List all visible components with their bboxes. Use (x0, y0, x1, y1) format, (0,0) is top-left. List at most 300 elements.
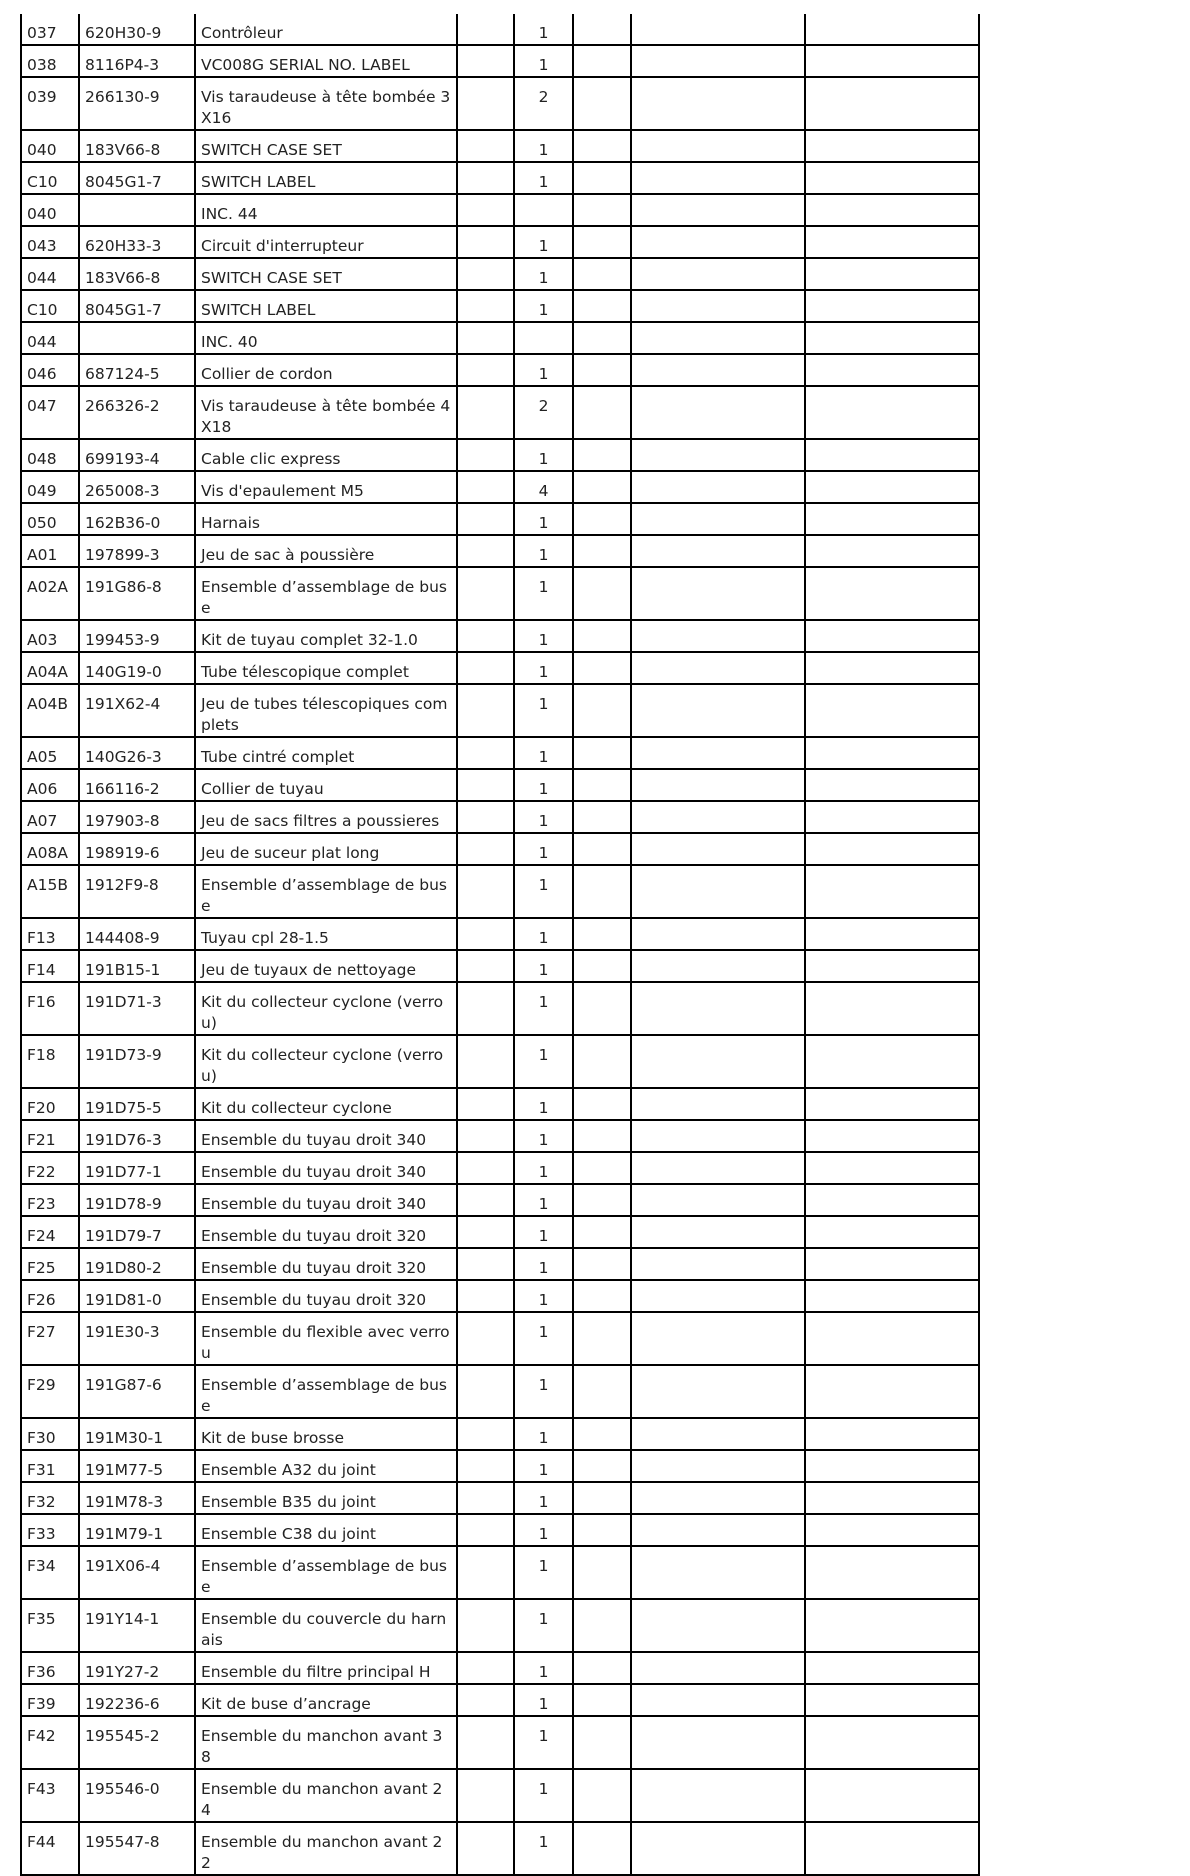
part-number-cell: 265008-3 (79, 471, 195, 503)
quantity-cell: 1 (514, 1514, 573, 1546)
description-cell: Ensemble d’assemblage de buse (195, 1365, 457, 1418)
quantity-cell: 1 (514, 918, 573, 950)
item-number-cell: F13 (21, 918, 79, 950)
empty-cell (573, 1035, 631, 1088)
item-number-cell: F26 (21, 1280, 79, 1312)
empty-cell (457, 1769, 514, 1822)
empty-cell (631, 290, 805, 322)
empty-cell (631, 620, 805, 652)
description-cell: Tuyau cpl 28-1.5 (195, 918, 457, 950)
quantity-cell: 1 (514, 1280, 573, 1312)
quantity-cell (514, 322, 573, 354)
empty-cell (573, 1216, 631, 1248)
table-row (21, 14, 979, 45)
part-number-cell: 191D75-5 (79, 1088, 195, 1120)
quantity-cell: 1 (514, 567, 573, 620)
description-cell: SWITCH CASE SET (195, 258, 457, 290)
empty-cell (631, 258, 805, 290)
empty-cell (631, 45, 805, 77)
item-number-cell: C10 (21, 162, 79, 194)
part-number-cell: 191D76-3 (79, 1120, 195, 1152)
empty-cell (805, 1769, 979, 1822)
empty-cell (805, 1450, 979, 1482)
description-cell: Contrôleur (195, 14, 457, 45)
empty-cell (457, 1418, 514, 1450)
table-row (21, 737, 979, 769)
item-number-cell: 040 (21, 130, 79, 162)
table-row (21, 1035, 979, 1088)
empty-cell (573, 194, 631, 226)
item-number-cell: A08A (21, 833, 79, 865)
quantity-cell: 1 (514, 1216, 573, 1248)
part-number-cell: 699193-4 (79, 439, 195, 471)
item-number-cell: A15B (21, 865, 79, 918)
item-number-cell: 048 (21, 439, 79, 471)
empty-cell (573, 652, 631, 684)
empty-cell (631, 865, 805, 918)
item-number-cell: F35 (21, 1599, 79, 1652)
empty-cell (631, 652, 805, 684)
quantity-cell: 1 (514, 1482, 573, 1514)
quantity-cell: 1 (514, 1152, 573, 1184)
empty-cell (805, 226, 979, 258)
item-number-cell: F24 (21, 1216, 79, 1248)
empty-cell (631, 1450, 805, 1482)
empty-cell (573, 982, 631, 1035)
description-cell: Jeu de tubes télescopiques complets (195, 684, 457, 737)
description-cell: SWITCH LABEL (195, 290, 457, 322)
empty-cell (457, 14, 514, 45)
empty-cell (631, 162, 805, 194)
description-cell: Kit de buse d’ancrage (195, 1684, 457, 1716)
quantity-cell: 1 (514, 1769, 573, 1822)
empty-cell (573, 1546, 631, 1599)
parts-table (20, 14, 980, 1876)
empty-cell (805, 1365, 979, 1418)
quantity-cell: 1 (514, 1450, 573, 1482)
empty-cell (457, 1652, 514, 1684)
item-number-cell: 044 (21, 258, 79, 290)
table-row (21, 354, 979, 386)
empty-cell (573, 801, 631, 833)
description-cell: Ensemble du flexible avec verrou (195, 1312, 457, 1365)
empty-cell (573, 1684, 631, 1716)
empty-cell (573, 1450, 631, 1482)
empty-cell (805, 535, 979, 567)
item-number-cell: 043 (21, 226, 79, 258)
empty-cell (457, 684, 514, 737)
part-number-cell: 183V66-8 (79, 258, 195, 290)
description-cell: Ensemble du manchon avant 38 (195, 1716, 457, 1769)
empty-cell (573, 45, 631, 77)
item-number-cell: F32 (21, 1482, 79, 1514)
table-row (21, 1684, 979, 1716)
table-row (21, 1248, 979, 1280)
empty-cell (457, 322, 514, 354)
part-number-cell: 192236-6 (79, 1684, 195, 1716)
part-number-cell: 191D81-0 (79, 1280, 195, 1312)
empty-cell (573, 769, 631, 801)
empty-cell (457, 652, 514, 684)
part-number-cell: 8045G1-7 (79, 162, 195, 194)
empty-cell (573, 1514, 631, 1546)
empty-cell (631, 535, 805, 567)
description-cell: Ensemble du filtre principal H (195, 1652, 457, 1684)
empty-cell (573, 290, 631, 322)
empty-cell (805, 1418, 979, 1450)
quantity-cell: 1 (514, 130, 573, 162)
empty-cell (457, 769, 514, 801)
empty-cell (805, 769, 979, 801)
empty-cell (573, 1312, 631, 1365)
item-number-cell: A03 (21, 620, 79, 652)
part-number-cell (79, 322, 195, 354)
empty-cell (573, 1088, 631, 1120)
empty-cell (631, 77, 805, 130)
part-number-cell: 191Y27-2 (79, 1652, 195, 1684)
empty-cell (573, 535, 631, 567)
empty-cell (457, 801, 514, 833)
empty-cell (457, 1088, 514, 1120)
empty-cell (805, 1599, 979, 1652)
item-number-cell: A06 (21, 769, 79, 801)
empty-cell (631, 801, 805, 833)
part-number-cell: 191E30-3 (79, 1312, 195, 1365)
part-number-cell: 191D73-9 (79, 1035, 195, 1088)
empty-cell (573, 737, 631, 769)
description-cell: SWITCH CASE SET (195, 130, 457, 162)
table-row (21, 620, 979, 652)
description-cell: Jeu de tuyaux de nettoyage (195, 950, 457, 982)
empty-cell (457, 471, 514, 503)
description-cell: Ensemble du tuyau droit 340 (195, 1120, 457, 1152)
table-row (21, 865, 979, 918)
item-number-cell: F23 (21, 1184, 79, 1216)
table-row (21, 1152, 979, 1184)
empty-cell (457, 439, 514, 471)
description-cell: Ensemble C38 du joint (195, 1514, 457, 1546)
empty-cell (457, 1482, 514, 1514)
description-cell: Ensemble A32 du joint (195, 1450, 457, 1482)
description-cell: VC008G SERIAL NO. LABEL (195, 45, 457, 77)
quantity-cell: 1 (514, 950, 573, 982)
table-row (21, 1514, 979, 1546)
empty-cell (631, 1184, 805, 1216)
empty-cell (805, 503, 979, 535)
part-number-cell: 191B15-1 (79, 950, 195, 982)
empty-cell (457, 737, 514, 769)
table-row (21, 1822, 979, 1875)
quantity-cell: 1 (514, 833, 573, 865)
description-cell: Tube cintré complet (195, 737, 457, 769)
description-cell: Kit du collecteur cyclone (verrou) (195, 982, 457, 1035)
empty-cell (631, 1822, 805, 1875)
empty-cell (573, 14, 631, 45)
item-number-cell: F27 (21, 1312, 79, 1365)
quantity-cell: 1 (514, 982, 573, 1035)
table-row (21, 918, 979, 950)
description-cell: Collier de tuyau (195, 769, 457, 801)
part-number-cell: 191D79-7 (79, 1216, 195, 1248)
empty-cell (573, 471, 631, 503)
item-number-cell: F14 (21, 950, 79, 982)
part-number-cell: 687124-5 (79, 354, 195, 386)
item-number-cell: A04B (21, 684, 79, 737)
quantity-cell: 1 (514, 1716, 573, 1769)
item-number-cell: A04A (21, 652, 79, 684)
empty-cell (805, 865, 979, 918)
item-number-cell: F18 (21, 1035, 79, 1088)
quantity-cell: 1 (514, 14, 573, 45)
part-number-cell: 166116-2 (79, 769, 195, 801)
quantity-cell: 1 (514, 1599, 573, 1652)
empty-cell (805, 386, 979, 439)
quantity-cell: 1 (514, 737, 573, 769)
empty-cell (457, 1684, 514, 1716)
empty-cell (805, 258, 979, 290)
table-row (21, 801, 979, 833)
empty-cell (573, 865, 631, 918)
empty-cell (631, 1312, 805, 1365)
table-row (21, 162, 979, 194)
empty-cell (805, 567, 979, 620)
empty-cell (631, 1248, 805, 1280)
empty-cell (805, 684, 979, 737)
description-cell: Ensemble du tuyau droit 320 (195, 1280, 457, 1312)
description-cell: Kit du collecteur cyclone (verrou) (195, 1035, 457, 1088)
description-cell: INC. 44 (195, 194, 457, 226)
empty-cell (573, 918, 631, 950)
quantity-cell: 1 (514, 439, 573, 471)
part-number-cell: 191G87-6 (79, 1365, 195, 1418)
empty-cell (457, 258, 514, 290)
quantity-cell: 1 (514, 1365, 573, 1418)
description-cell: Ensemble du tuyau droit 320 (195, 1216, 457, 1248)
empty-cell (805, 620, 979, 652)
empty-cell (805, 833, 979, 865)
empty-cell (573, 354, 631, 386)
description-cell: Ensemble d’assemblage de buse (195, 865, 457, 918)
empty-cell (805, 194, 979, 226)
quantity-cell: 1 (514, 652, 573, 684)
table-row (21, 1184, 979, 1216)
item-number-cell: F31 (21, 1450, 79, 1482)
table-row (21, 1418, 979, 1450)
empty-cell (573, 258, 631, 290)
part-number-cell: 191X06-4 (79, 1546, 195, 1599)
empty-cell (805, 354, 979, 386)
description-cell: Vis taraudeuse à tête bombée 4X18 (195, 386, 457, 439)
description-cell: Ensemble d’assemblage de buse (195, 567, 457, 620)
table-row (21, 652, 979, 684)
empty-cell (805, 1035, 979, 1088)
empty-cell (457, 1184, 514, 1216)
part-number-cell (79, 194, 195, 226)
description-cell: Ensemble du tuyau droit 340 (195, 1152, 457, 1184)
empty-cell (805, 322, 979, 354)
quantity-cell: 1 (514, 1248, 573, 1280)
part-number-cell: 8045G1-7 (79, 290, 195, 322)
table-row (21, 77, 979, 130)
empty-cell (805, 130, 979, 162)
empty-cell (457, 1312, 514, 1365)
empty-cell (457, 918, 514, 950)
empty-cell (457, 1514, 514, 1546)
description-cell: Circuit d'interrupteur (195, 226, 457, 258)
part-number-cell: 191M79-1 (79, 1514, 195, 1546)
part-number-cell: 266326-2 (79, 386, 195, 439)
quantity-cell: 1 (514, 1652, 573, 1684)
quantity-cell: 1 (514, 258, 573, 290)
empty-cell (573, 950, 631, 982)
part-number-cell: 191D71-3 (79, 982, 195, 1035)
part-number-cell: 191Y14-1 (79, 1599, 195, 1652)
part-number-cell: 195547-8 (79, 1822, 195, 1875)
table-row (21, 982, 979, 1035)
empty-cell (631, 769, 805, 801)
empty-cell (457, 833, 514, 865)
item-number-cell: C10 (21, 290, 79, 322)
item-number-cell: F36 (21, 1652, 79, 1684)
table-row (21, 1312, 979, 1365)
empty-cell (805, 1120, 979, 1152)
table-row (21, 769, 979, 801)
empty-cell (631, 1035, 805, 1088)
item-number-cell: F25 (21, 1248, 79, 1280)
empty-cell (457, 1035, 514, 1088)
empty-cell (457, 354, 514, 386)
quantity-cell (514, 194, 573, 226)
item-number-cell: A02A (21, 567, 79, 620)
table-row (21, 1599, 979, 1652)
empty-cell (573, 1365, 631, 1418)
empty-cell (805, 290, 979, 322)
empty-cell (573, 1120, 631, 1152)
empty-cell (631, 1120, 805, 1152)
item-number-cell: 044 (21, 322, 79, 354)
empty-cell (573, 1482, 631, 1514)
quantity-cell: 1 (514, 1088, 573, 1120)
empty-cell (805, 77, 979, 130)
description-cell: Kit de tuyau complet 32-1.0 (195, 620, 457, 652)
empty-cell (457, 1280, 514, 1312)
quantity-cell: 1 (514, 1184, 573, 1216)
empty-cell (631, 567, 805, 620)
table-row (21, 1088, 979, 1120)
empty-cell (573, 503, 631, 535)
empty-cell (805, 1216, 979, 1248)
table-row (21, 439, 979, 471)
description-cell: Vis d'epaulement M5 (195, 471, 457, 503)
empty-cell (457, 130, 514, 162)
description-cell: Ensemble B35 du joint (195, 1482, 457, 1514)
empty-cell (573, 1822, 631, 1875)
description-cell: Jeu de sac à poussière (195, 535, 457, 567)
part-number-cell: 140G26-3 (79, 737, 195, 769)
empty-cell (631, 1652, 805, 1684)
empty-cell (573, 439, 631, 471)
empty-cell (631, 1599, 805, 1652)
empty-cell (631, 14, 805, 45)
table-row (21, 471, 979, 503)
empty-cell (457, 1599, 514, 1652)
empty-cell (573, 322, 631, 354)
empty-cell (573, 1418, 631, 1450)
quantity-cell: 1 (514, 801, 573, 833)
empty-cell (457, 1450, 514, 1482)
empty-cell (631, 1418, 805, 1450)
quantity-cell: 1 (514, 1418, 573, 1450)
quantity-cell: 1 (514, 45, 573, 77)
quantity-cell: 2 (514, 77, 573, 130)
empty-cell (457, 386, 514, 439)
empty-cell (457, 865, 514, 918)
empty-cell (631, 439, 805, 471)
part-number-cell: 191M77-5 (79, 1450, 195, 1482)
empty-cell (631, 1482, 805, 1514)
table-row (21, 567, 979, 620)
item-number-cell: F20 (21, 1088, 79, 1120)
table-row (21, 1652, 979, 1684)
empty-cell (573, 1184, 631, 1216)
quantity-cell: 1 (514, 503, 573, 535)
empty-cell (573, 620, 631, 652)
quantity-cell: 1 (514, 769, 573, 801)
empty-cell (631, 833, 805, 865)
table-row (21, 1450, 979, 1482)
item-number-cell: A01 (21, 535, 79, 567)
part-number-cell: 183V66-8 (79, 130, 195, 162)
empty-cell (573, 1599, 631, 1652)
empty-cell (631, 918, 805, 950)
empty-cell (631, 130, 805, 162)
parts-table-body (21, 14, 979, 1875)
empty-cell (805, 1546, 979, 1599)
description-cell: SWITCH LABEL (195, 162, 457, 194)
quantity-cell: 1 (514, 620, 573, 652)
empty-cell (573, 567, 631, 620)
part-number-cell: 191X62-4 (79, 684, 195, 737)
part-number-cell: 140G19-0 (79, 652, 195, 684)
quantity-cell: 1 (514, 1035, 573, 1088)
table-row (21, 684, 979, 737)
empty-cell (805, 1088, 979, 1120)
table-row (21, 535, 979, 567)
empty-cell (631, 737, 805, 769)
empty-cell (457, 45, 514, 77)
table-row (21, 290, 979, 322)
part-number-cell: 199453-9 (79, 620, 195, 652)
empty-cell (573, 130, 631, 162)
table-row (21, 45, 979, 77)
part-number-cell: 195546-0 (79, 1769, 195, 1822)
item-number-cell: 046 (21, 354, 79, 386)
empty-cell (631, 982, 805, 1035)
table-row (21, 950, 979, 982)
empty-cell (805, 439, 979, 471)
item-number-cell: F30 (21, 1418, 79, 1450)
item-number-cell: 049 (21, 471, 79, 503)
empty-cell (805, 982, 979, 1035)
item-number-cell: F33 (21, 1514, 79, 1546)
empty-cell (457, 567, 514, 620)
description-cell: Vis taraudeuse à tête bombée 3X16 (195, 77, 457, 130)
empty-cell (573, 1280, 631, 1312)
empty-cell (631, 1365, 805, 1418)
empty-cell (631, 684, 805, 737)
quantity-cell: 4 (514, 471, 573, 503)
empty-cell (805, 45, 979, 77)
